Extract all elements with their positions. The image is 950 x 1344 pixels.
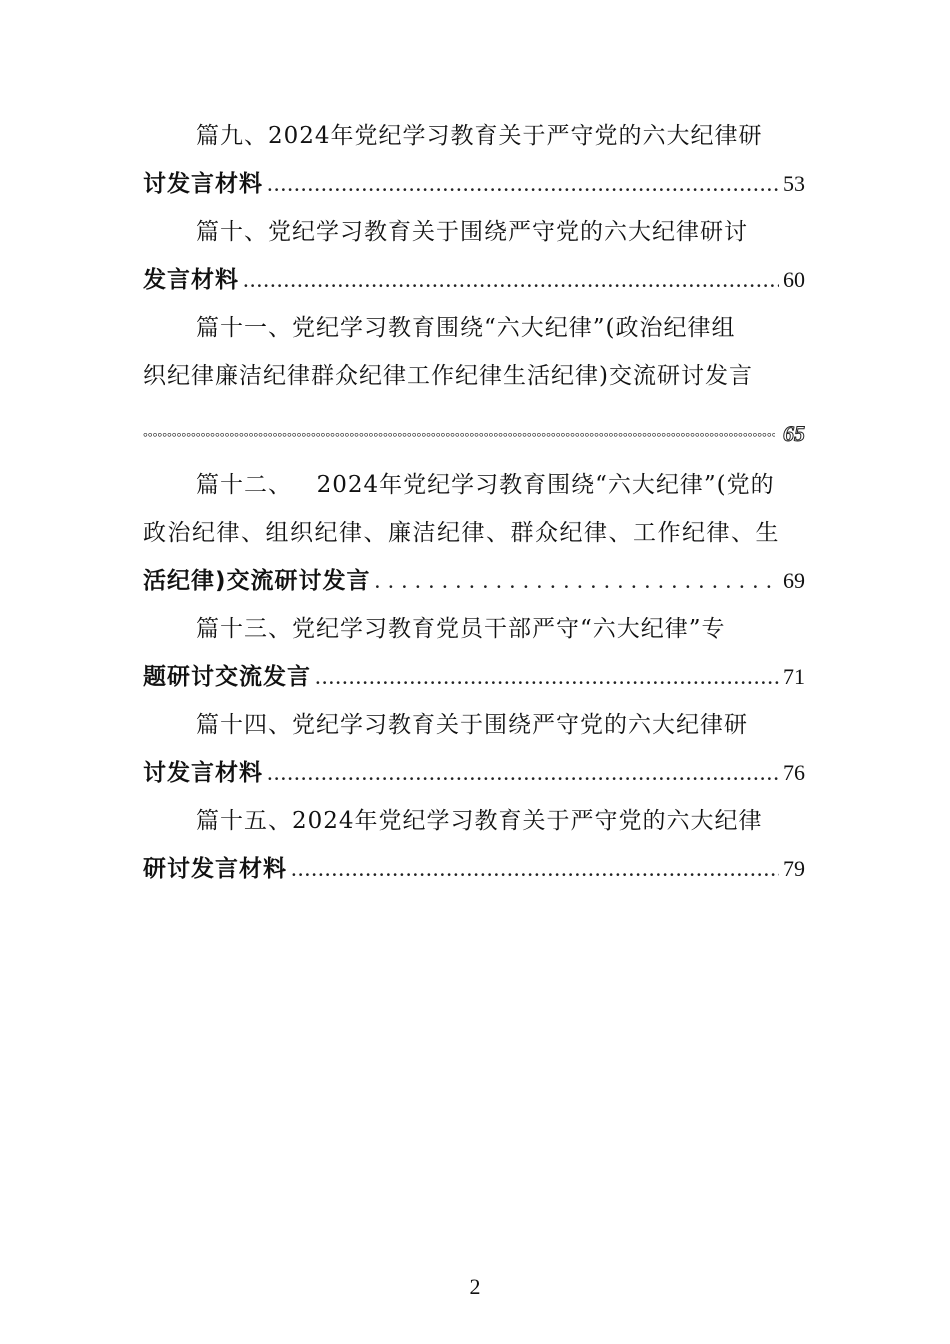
toc-entry-title-end: 讨发言材料 — [143, 171, 263, 197]
table-of-contents — [143, 112, 805, 893]
toc-entry-13[interactable] — [143, 605, 805, 701]
toc-entry-title-end: 研讨发言材料 — [143, 856, 287, 882]
toc-entry-page-number: 71 — [783, 664, 805, 689]
toc-entry-14[interactable] — [143, 701, 805, 797]
toc-entry-9[interactable] — [143, 112, 805, 208]
toc-entry-11[interactable] — [143, 304, 805, 461]
dot-leader — [375, 557, 779, 605]
toc-entry-title-continued: 织纪律廉洁纪律群众纪律工作纪律生活纪律)交流研讨发言 — [143, 363, 753, 389]
dot-leader — [243, 256, 779, 304]
toc-entry-title: 篇十三、党纪学习教育党员干部严守“六大纪律”专 — [196, 616, 726, 642]
toc-entry-last-line — [143, 653, 805, 701]
toc-entry-title-end: 讨发言材料 — [143, 760, 263, 786]
toc-entry-page-number: 69 — [783, 568, 805, 593]
toc-entry-10[interactable] — [143, 208, 805, 304]
toc-entry-title-end: 题研讨交流发言 — [143, 664, 311, 690]
toc-entry-15[interactable] — [143, 797, 805, 893]
toc-entry-page-number: 79 — [783, 856, 805, 881]
toc-entry-page-number: 65 — [783, 421, 805, 446]
toc-entry-page-number: 60 — [783, 267, 805, 292]
toc-entry-title-end: 发言材料 — [143, 267, 239, 293]
toc-entry-last-line — [143, 256, 805, 304]
toc-entry-title: 篇十二、 2024年党纪学习教育围绕“六大纪律”(党的 — [196, 472, 775, 498]
toc-entry-title: 篇十五、2024年党纪学习教育关于严守党的六大纪律 — [196, 808, 763, 834]
toc-entry-title-continued: 政治纪律、组织纪律、廉洁纪律、群众纪律、工作纪律、生 — [143, 520, 780, 546]
dot-leader — [315, 653, 779, 701]
toc-entry-last-line — [143, 845, 805, 893]
page-number-footer: 2 — [469, 1274, 481, 1299]
toc-entry-title: 篇十一、党纪学习教育围绕“六大纪律”(政治纪律组 — [196, 315, 736, 341]
dot-leader — [291, 845, 779, 893]
toc-entry-last-line — [143, 749, 805, 797]
toc-entry-page-number: 53 — [783, 171, 805, 196]
circle-leader — [143, 413, 775, 461]
toc-entry-title: 篇十四、党纪学习教育关于围绕严守党的六大纪律研 — [196, 712, 748, 738]
toc-entry-title: 篇十、党纪学习教育关于围绕严守党的六大纪律研讨 — [196, 219, 748, 245]
toc-entry-last-line — [143, 160, 805, 208]
dot-leader — [267, 749, 779, 797]
toc-entry-last-line — [143, 557, 805, 605]
toc-entry-title-end: 活纪律)交流研讨发言 — [143, 568, 371, 594]
toc-entry-last-line — [143, 410, 805, 461]
dot-leader — [267, 160, 779, 208]
toc-entry-page-number: 76 — [783, 760, 805, 785]
toc-entry-12[interactable] — [143, 461, 805, 605]
toc-entry-title: 篇九、2024年党纪学习教育关于严守党的六大纪律研 — [196, 123, 763, 149]
